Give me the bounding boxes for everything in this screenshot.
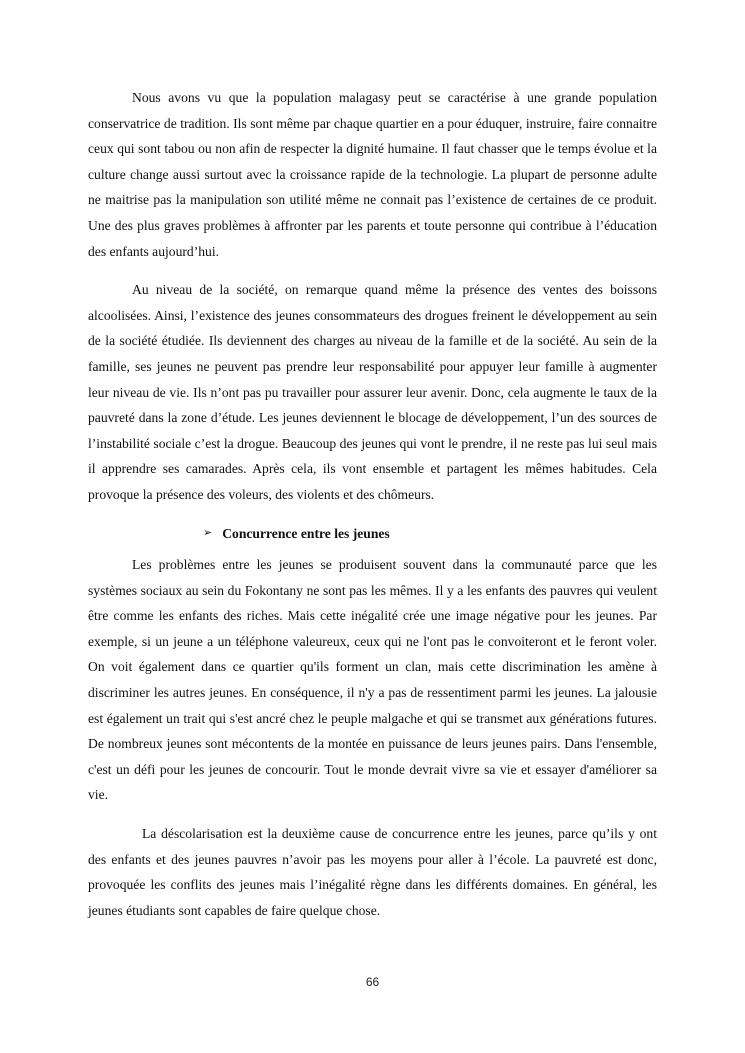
section-heading [88, 521, 657, 547]
paragraph-society-alcohol: Au niveau de la société, on remarque quand même la présence des ventes des boissons alcoolisées. Ainsi, l’existence des jeunes consommateurs des drogues freinent le développement au sein de la société étudiée. Ils deviennent des charges au niveau de la famille et de la société. Au sein de la famille, ses jeunes ne peuvent pas prendre leur responsabilité pour appuyer leur famille à augmenter leur niveau de vie. Ils n’ont pas pu travailler pour assurer leur avenir. Donc, cela augmente le taux de la pauvreté dans la zone d’étude. Les jeunes deviennent le blocage de développement, l’un des sources de l’instabilité sociale c’est la drogue. Beaucoup des jeunes qui vont le prendre, il ne reste pas lui seul mais il apprendre ses camarades. Après cela, ils vont ensemble et partagent les mêmes habitudes. Cela provoque la présence des voleurs, des violents et des chômeurs. [88, 282, 657, 502]
arrow-bullet-icon: ➢ [203, 526, 213, 539]
document-page [88, 85, 657, 936]
page-number: 66 [365, 975, 380, 989]
paragraph-tradition: Nous avons vu que la population malagasy peut se caractérise à une grande population conservatrice de tradition. Ils sont même par chaque quartier en a pour éduquer, instruire, faire connaitre ceux qui sont tabou ou non afin de respecter la dignité humaine. Il faut chasser que le temps évolue et la culture change aussi surtout avec la croissance rapide de la technologie. La plupart de personne adulte ne maitrise pas la manipulation son utilité même ne connait pas l’existence de certaines de ce produit. Une des plus graves problèmes à affronter par les parents et toute personne qui contribue à l’éducation des enfants aujourd’hui. [88, 90, 657, 259]
paragraph-dropout: La déscolarisation est la deuxième cause de concurrence entre les jeunes, parce qu’ils y ont des enfants et des jeunes pauvres n’avoir pas les moyens pour aller à l’école. La pauvreté est donc, provoquée les conflits des jeunes mais l’inégalité règne dans les différents domaines. En général, les jeunes étudiants sont capables de faire quelque chose. [88, 826, 657, 918]
paragraph-youth-problems: Les problèmes entre les jeunes se produisent souvent dans la communauté parce que les systèmes sociaux au sein du Fokontany ne sont pas les mêmes. Il y a les enfants des pauvres qui veulent être comme les enfants des riches. Mais cette inégalité crée une image négative pour les jeunes. Par exemple, si un jeune a un téléphone valeureux, ceux qui ne l'ont pas le convoiteront et le feront voler. On voit également dans ce quartier qu'ils forment un clan, mais cette discrimination les amène à discriminer les autres jeunes. En conséquence, il n'y a pas de ressentiment parmi les jeunes. La jalousie est également un trait qui s'est ancré chez le peuple malgache et qui se transmet aux générations futures. De nombreux jeunes sont mécontents de la montée en puissance de leurs jeunes pairs. Dans l'ensemble, c'est un défi pour les jeunes de concourir. Tout le monde devrait vivre sa vie et essayer d'améliorer sa vie. [88, 557, 657, 803]
section-heading-text: Concurrence entre les jeunes [222, 525, 390, 541]
